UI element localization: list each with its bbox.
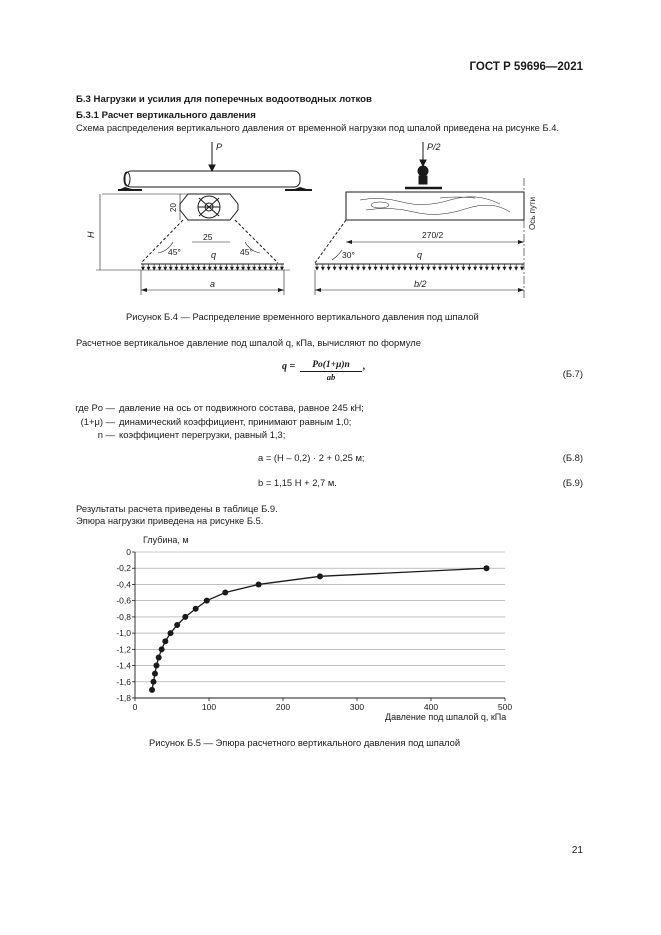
pressure-arrowhead [275, 267, 278, 270]
chart-ytick-label: -0,4 [116, 579, 131, 590]
pressure-arrowhead [403, 267, 406, 270]
chart-data-point [256, 581, 262, 587]
chart-data-point [174, 622, 180, 628]
pressure-arrowhead [147, 267, 150, 270]
where-text-3: коэффициент перегрузки, равный 1,3; [119, 429, 286, 440]
pressure-arrowhead [491, 267, 494, 270]
pressure-arrowhead [333, 267, 336, 270]
pressure-arrowhead [474, 267, 477, 270]
where-sym-2: (1+μ) — [80, 416, 115, 427]
pressure-arrowhead [509, 267, 512, 270]
chart-ytick-label: -0,2 [116, 563, 131, 574]
pressure-arrowhead [153, 267, 156, 270]
pressure-arrowhead [497, 267, 500, 270]
b4-angle-left: 45° [168, 247, 181, 257]
pressure-arrowhead [327, 267, 330, 270]
b4-dim-20: 20 [169, 203, 178, 212]
pressure-arrowhead [236, 267, 239, 270]
chart-ytick-label: -1,8 [116, 693, 131, 703]
pressure-arrowhead [468, 267, 471, 270]
pressure-arrowhead [351, 267, 354, 270]
figure-b4-caption: Рисунок Б.4 — Распределение временного вертикального давления под шпалой [126, 311, 479, 322]
pressure-arrowhead [462, 267, 465, 270]
pressure-arrowhead [214, 267, 217, 270]
chart-data-point [162, 638, 168, 644]
chart-ytick-label: -0,8 [116, 611, 131, 622]
chart-data-point [159, 646, 165, 652]
pressure-arrowhead [485, 267, 488, 270]
pressure-arrowhead [345, 267, 348, 270]
b4-angle-30: 30° [342, 250, 355, 260]
pressure-arrowhead [219, 267, 222, 270]
chart-data-point [168, 630, 174, 636]
pressure-arrowhead [186, 267, 189, 270]
pressure-arrowhead [339, 267, 342, 270]
chart-ytick-label: -1,2 [116, 644, 131, 655]
b4-pressure-right: q [417, 250, 423, 260]
chart-data-point [182, 614, 188, 620]
intro-text: Схема распределения вертикального давления от временной нагрузки под шпалой приведена на рисунке Б.4. [76, 122, 560, 133]
b4-height-h: H [86, 231, 96, 238]
formula-intro: Расчетное вертикальное давление под шпалой q, кПа, вычисляют по формуле [76, 337, 421, 348]
chart-series-line [152, 568, 486, 690]
pressure-arrowhead [374, 267, 377, 270]
pressure-arrowhead [357, 267, 360, 270]
chart-ytick-label: 0 [126, 547, 131, 557]
chart-xlabel: Давление под шпалой q, кПа [385, 712, 507, 722]
b4-dim-270: 270/2 [422, 230, 444, 240]
pressure-arrowhead [368, 267, 371, 270]
pressure-arrowhead [386, 267, 389, 270]
pressure-arrowhead [392, 267, 395, 270]
section-title: Б.3 Нагрузки и усилия для поперечных водоотводных лотков [76, 94, 372, 105]
eq-b9: b = 1,15 H + 2,7 м. [258, 477, 337, 488]
pressure-arrowhead [444, 267, 447, 270]
formula-numerator: Pо(1+μ)n [300, 360, 362, 372]
chart-data-point [149, 687, 155, 693]
chart-data-point [222, 590, 228, 596]
chart-ylabel: Глубина, м [143, 535, 189, 545]
formula-lhs: q [282, 361, 287, 372]
chart-xtick-label: 200 [275, 702, 291, 712]
pressure-arrowhead [269, 267, 272, 270]
b4-pressure-left: q [211, 250, 217, 260]
chart-data-point [204, 598, 210, 604]
results-line-1: Результаты расчета приведены в таблице Б.9. [76, 503, 278, 514]
where-sym-1: где Pо — [75, 402, 115, 413]
pressure-arrowhead [180, 267, 183, 270]
pressure-arrowhead [253, 267, 256, 270]
where-text-1: давление на ось от подвижного состава, равное 245 кН; [119, 402, 364, 413]
pressure-arrowhead [316, 267, 319, 270]
pressure-arrowhead [421, 267, 424, 270]
pressure-arrowhead [242, 267, 245, 270]
chart-xtick-label: 500 [497, 702, 513, 712]
pressure-arrowhead [264, 267, 267, 270]
b4-angle-right: 45° [240, 247, 253, 257]
pressure-arrowhead [415, 267, 418, 270]
chart-data-point [156, 654, 162, 660]
formula-comma: , [363, 361, 366, 372]
b4-axis-label: Ось пути [528, 196, 537, 230]
chart-data-point [317, 573, 323, 579]
chart-ytick-label: -1,4 [116, 660, 131, 671]
b4-base-b2: b/2 [414, 279, 427, 289]
figure-b4-diagram [80, 138, 540, 303]
pressure-arrowhead [503, 267, 506, 270]
pressure-arrowhead [208, 267, 211, 270]
pressure-arrowhead [515, 267, 518, 270]
pressure-arrowhead [439, 267, 442, 270]
formula-fraction [300, 360, 362, 382]
pressure-arrowhead [409, 267, 412, 270]
pressure-arrowhead [398, 267, 401, 270]
chart-data-point [484, 565, 490, 571]
chart-ytick-label: -1,0 [116, 628, 131, 639]
formula-b7: q = [282, 361, 296, 372]
pressure-arrowhead [380, 267, 383, 270]
chart-xtick-label: 100 [201, 702, 217, 712]
pressure-arrowhead [433, 267, 436, 270]
pressure-arrowhead [480, 267, 483, 270]
chart-data-point [153, 663, 159, 669]
pressure-arrowhead [450, 267, 453, 270]
pressure-arrowhead [203, 267, 206, 270]
pressure-arrowhead [169, 267, 172, 270]
chart-data-point [151, 679, 157, 685]
formula-denominator: ab [326, 372, 336, 382]
b4-dim-25: 25 [203, 232, 213, 242]
where-sym-3: n — [97, 429, 115, 440]
pressure-arrowhead [175, 267, 178, 270]
eq-b8: a = (H – 0,2) · 2 + 0,25 м; [258, 452, 365, 463]
b4-base-a: a [210, 279, 216, 289]
where-text-2: динамический коэффициент, принимают равным 1,0; [119, 416, 352, 427]
pressure-arrowhead [427, 267, 430, 270]
pressure-arrowhead [456, 267, 459, 270]
page-number: 21 [571, 845, 583, 856]
eq-b9-number: (Б.9) [562, 477, 583, 488]
chart-xtick-label: 300 [349, 702, 365, 712]
pressure-arrowhead [281, 267, 284, 270]
pressure-arrowhead [158, 267, 161, 270]
b4-load-p2: P/2 [427, 142, 441, 152]
pressure-arrowhead [197, 267, 200, 270]
chart-ytick-label: -0,6 [116, 595, 131, 606]
pressure-arrowhead [142, 267, 145, 270]
pressure-arrowhead [164, 267, 167, 270]
pressure-arrowhead [362, 267, 365, 270]
subsection-title: Б.3.1 Расчет вертикального давления [76, 110, 256, 121]
results-line-2: Эпюра нагрузки приведена на рисунке Б.5. [76, 515, 264, 526]
chart-data-point [152, 671, 158, 677]
pressure-arrowhead [192, 267, 195, 270]
pressure-arrowhead [247, 267, 250, 270]
figure-b5-caption: Рисунок Б.5 — Эпюра расчетного вертикального давления под шпалой [149, 737, 461, 748]
eq-b8-number: (Б.8) [562, 452, 583, 463]
chart-xtick-label: 400 [423, 702, 439, 712]
b4-load-p: P [216, 142, 223, 152]
pressure-arrowhead [521, 267, 524, 270]
document-header: ГОСТ Р 59696—2021 [469, 61, 583, 73]
pressure-arrowhead [225, 267, 228, 270]
pressure-arrowhead [230, 267, 233, 270]
pressure-arrowhead [321, 267, 324, 270]
pressure-arrowhead [258, 267, 261, 270]
chart-xtick-label: 0 [132, 702, 138, 712]
formula-b7-number: (Б.7) [562, 368, 583, 379]
chart-ytick-label: -1,6 [116, 676, 131, 687]
figure-b5-chart [100, 532, 530, 722]
chart-data-point [193, 606, 199, 612]
